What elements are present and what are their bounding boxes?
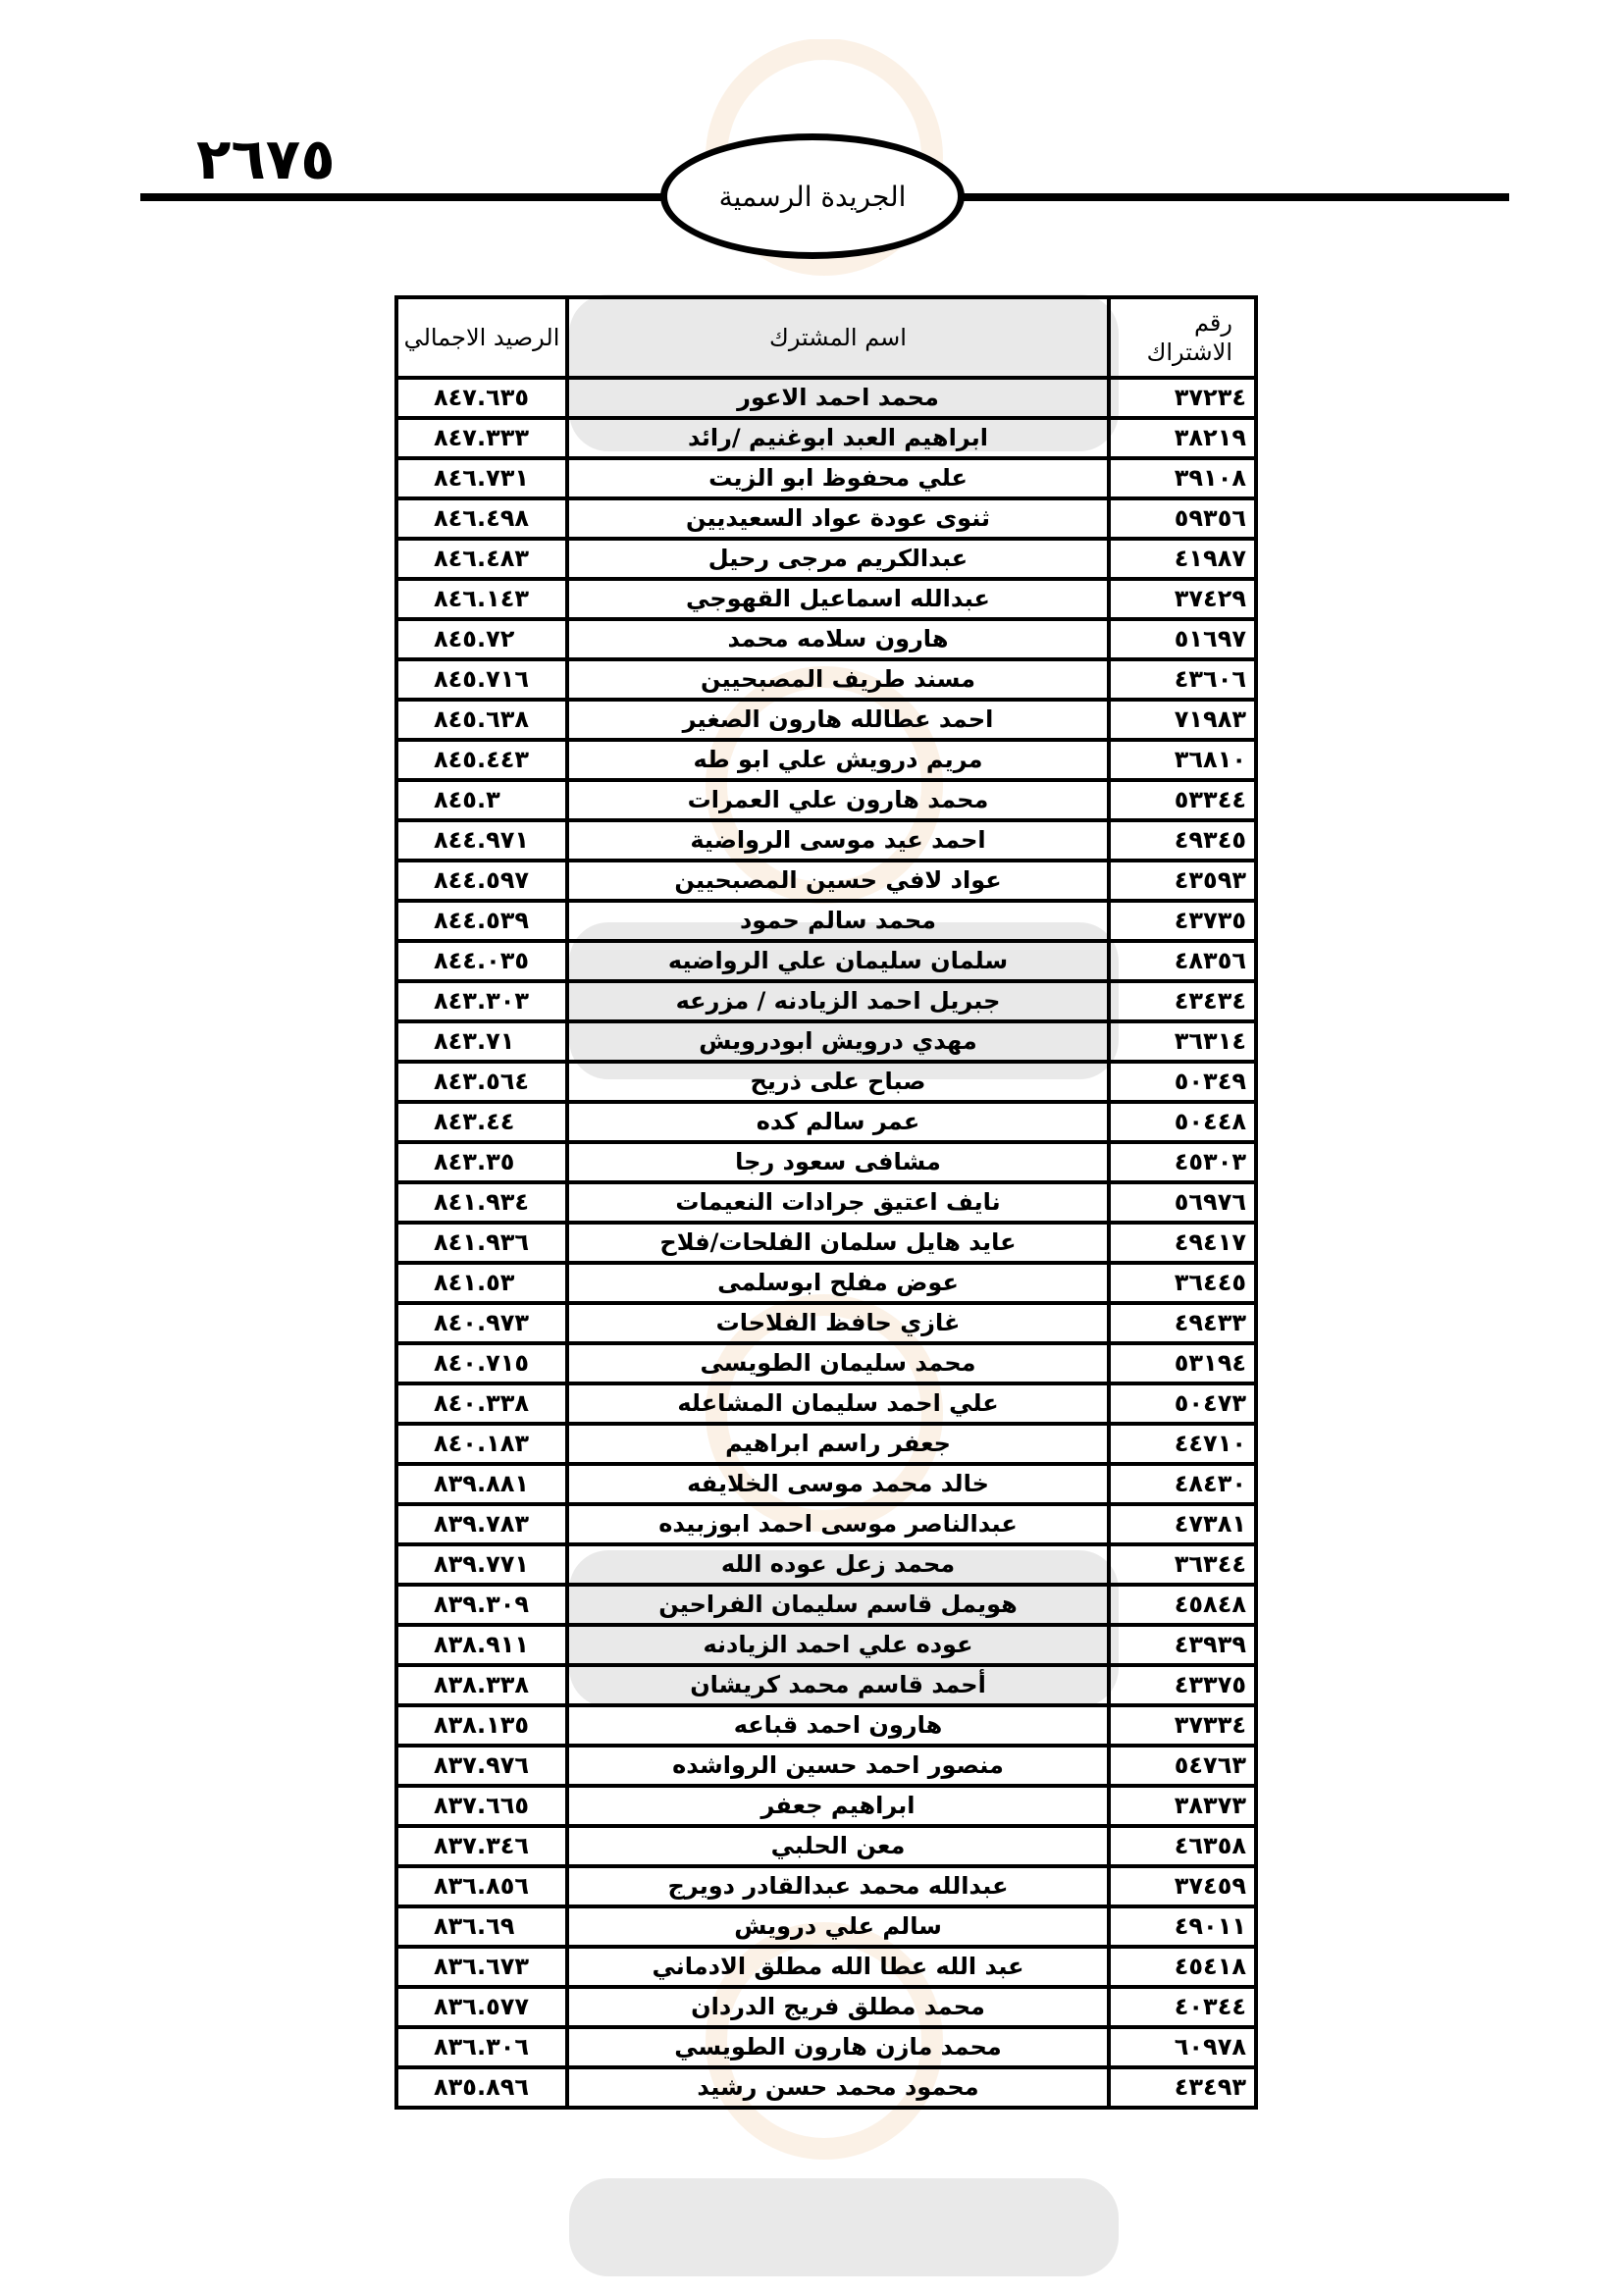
subscription-number-cell: ٤٣٤٩٣ — [1109, 2067, 1256, 2108]
subscriber-name-cell: محمد هارون علي العمرات — [567, 780, 1109, 820]
subscriber-name-cell: محمود محمد حسن رشيد — [567, 2067, 1109, 2108]
table-row — [396, 1343, 1256, 1383]
table-row — [396, 1947, 1256, 1987]
subscriber-name-cell: محمد مطلق فريج الدردان — [567, 1987, 1109, 2027]
total-balance-cell: ٨٤٥.٧١٦ — [396, 659, 567, 700]
subscriber-name-cell: احمد عيد موسى الرواضية — [567, 820, 1109, 861]
total-balance-cell: ٨٤٠.٧١٥ — [396, 1343, 567, 1383]
subscriber-name-cell: محمد مازن هارون الطويسي — [567, 2027, 1109, 2067]
total-balance-cell: ٨٤٧.٦٣٥ — [396, 378, 567, 418]
subscriber-name-cell: محمد زعل عوده الله — [567, 1544, 1109, 1585]
table-row — [396, 1182, 1256, 1223]
subscriber-name-cell: خالد محمد موسى الخلايفه — [567, 1464, 1109, 1504]
header-subscriber-name: اسم المشترك — [567, 297, 1109, 378]
page-number: ٢٦٧٥ — [196, 126, 336, 192]
subscription-number-cell: ٤٩٠١١ — [1109, 1906, 1256, 1947]
table-row — [396, 941, 1256, 981]
subscription-number-cell: ٣٧٢٣٤ — [1109, 378, 1256, 418]
table-row — [396, 1826, 1256, 1866]
subscriber-name-cell: ابراهيم جعفر — [567, 1786, 1109, 1826]
subscriber-name-cell: هارون سلامه محمد — [567, 619, 1109, 659]
total-balance-cell: ٨٤١.٩٣٤ — [396, 1182, 567, 1223]
header-subscription-number: رقم الاشتراك — [1109, 297, 1256, 378]
total-balance-cell: ٨٣٧.٣٤٦ — [396, 1826, 567, 1866]
subscription-number-cell: ٤٣٤٣٤ — [1109, 981, 1256, 1021]
table-row — [396, 1424, 1256, 1464]
header-total-balance: الرصيد الاجمالي — [396, 297, 567, 378]
subscription-number-cell: ٣٦٨١٠ — [1109, 740, 1256, 780]
subscription-number-cell: ٤٩٤٣٣ — [1109, 1303, 1256, 1343]
total-balance-cell: ٨٣٦.٦٧٣ — [396, 1947, 567, 1987]
subscription-number-cell: ٥٠٤٤٨ — [1109, 1102, 1256, 1142]
subscription-number-cell: ٣٨٣٧٣ — [1109, 1786, 1256, 1826]
subscription-number-cell: ٣٧٣٣٤ — [1109, 1705, 1256, 1746]
table-row — [396, 458, 1256, 498]
subscription-number-cell: ٥٦٩٧٦ — [1109, 1182, 1256, 1223]
subscriber-name-cell: عواد لافي حسين المصبحيين — [567, 861, 1109, 901]
subscriber-name-cell: عبدالناصر موسى احمد ابوزبيده — [567, 1504, 1109, 1544]
subscription-number-cell: ٤٤٧١٠ — [1109, 1424, 1256, 1464]
table-header-row — [396, 297, 1256, 378]
table-row — [396, 1746, 1256, 1786]
table-row — [396, 700, 1256, 740]
table-row — [396, 579, 1256, 619]
table-row — [396, 780, 1256, 820]
table-row — [396, 1464, 1256, 1504]
total-balance-cell: ٨٤١.٥٣ — [396, 1263, 567, 1303]
table-row — [396, 1303, 1256, 1343]
total-balance-cell: ٨٤٥.٣ — [396, 780, 567, 820]
total-balance-cell: ٨٣٧.٩٧٦ — [396, 1746, 567, 1786]
table-row — [396, 1021, 1256, 1062]
total-balance-cell: ٨٤٦.٤٩٨ — [396, 498, 567, 539]
subscriber-name-cell: احمد عطالله هارون الصغير — [567, 700, 1109, 740]
total-balance-cell: ٨٤٤.٩٧١ — [396, 820, 567, 861]
table-row — [396, 619, 1256, 659]
total-balance-cell: ٨٤١.٩٣٦ — [396, 1223, 567, 1263]
total-balance-cell: ٨٤٠.١٨٣ — [396, 1424, 567, 1464]
total-balance-cell: ٨٣٧.٦٦٥ — [396, 1786, 567, 1826]
total-balance-cell: ٨٣٦.٣٠٦ — [396, 2027, 567, 2067]
table-row — [396, 1263, 1256, 1303]
table-row — [396, 1866, 1256, 1906]
subscription-number-cell: ٥٠٣٤٩ — [1109, 1062, 1256, 1102]
table-row — [396, 2027, 1256, 2067]
gazette-title-oval — [660, 133, 965, 259]
total-balance-cell: ٨٤٣.٣٥ — [396, 1142, 567, 1182]
total-balance-cell: ٨٤٠.٣٣٨ — [396, 1383, 567, 1424]
subscription-number-cell: ٤٣٩٣٩ — [1109, 1625, 1256, 1665]
table-row — [396, 1987, 1256, 2027]
subscription-number-cell: ٣٨٢١٩ — [1109, 418, 1256, 458]
subscription-number-cell: ٤٨٤٣٠ — [1109, 1464, 1256, 1504]
total-balance-cell: ٨٣٦.٦٩ — [396, 1906, 567, 1947]
subscription-number-cell: ٤١٩٨٧ — [1109, 539, 1256, 579]
subscription-number-cell: ٥١٦٩٧ — [1109, 619, 1256, 659]
table-row — [396, 740, 1256, 780]
subscriber-name-cell: مهدي درويش ابودرويش — [567, 1021, 1109, 1062]
subscriber-name-cell: عوده علي احمد الزيادنه — [567, 1625, 1109, 1665]
subscription-number-cell: ٤٣٣٧٥ — [1109, 1665, 1256, 1705]
subscription-number-cell: ٥٤٧٦٣ — [1109, 1746, 1256, 1786]
subscriber-name-cell: مسند طريف المصبحيين — [567, 659, 1109, 700]
table-row — [396, 539, 1256, 579]
subscription-number-cell: ٥٠٤٧٣ — [1109, 1383, 1256, 1424]
subscriber-name-cell: سالم علي درويش — [567, 1906, 1109, 1947]
subscription-number-cell: ٣٩١٠٨ — [1109, 458, 1256, 498]
subscriber-name-cell: جبريل احمد الزيادنه / مزرعه — [567, 981, 1109, 1021]
subscription-number-cell: ٤٩٤١٧ — [1109, 1223, 1256, 1263]
subscriber-name-cell: عبدالله اسماعيل القهوجي — [567, 579, 1109, 619]
subscriber-name-cell: محمد سالم حمود — [567, 901, 1109, 941]
table-row — [396, 1906, 1256, 1947]
subscriber-name-cell: غازي حافظ الفلاحات — [567, 1303, 1109, 1343]
subscription-number-cell: ٤٥٣٠٣ — [1109, 1142, 1256, 1182]
subscriber-name-cell: مريم درويش علي ابو طه — [567, 740, 1109, 780]
subscriber-name-cell: نايف اعتيق جرادات النعيمات — [567, 1182, 1109, 1223]
subscription-number-cell: ٦٠٩٧٨ — [1109, 2027, 1256, 2067]
subscriber-name-cell: علي محفوظ ابو الزيت — [567, 458, 1109, 498]
subscriber-name-cell: محمد احمد الاعور — [567, 378, 1109, 418]
subscriber-name-cell: محمد سليمان الطويسى — [567, 1343, 1109, 1383]
subscription-number-cell: ٥٣١٩٤ — [1109, 1343, 1256, 1383]
subscription-number-cell: ٤٦٣٥٨ — [1109, 1826, 1256, 1866]
total-balance-cell: ٨٤٦.٤٨٣ — [396, 539, 567, 579]
total-balance-cell: ٨٤٣.٧١ — [396, 1021, 567, 1062]
subscriber-name-cell: هارون احمد قباعه — [567, 1705, 1109, 1746]
total-balance-cell: ٨٤٤.٥٩٧ — [396, 861, 567, 901]
total-balance-cell: ٨٣٨.٣٣٨ — [396, 1665, 567, 1705]
subscription-number-cell: ٣٦٣١٤ — [1109, 1021, 1256, 1062]
subscriber-name-cell: عبد الله عطا الله مطلق الادماني — [567, 1947, 1109, 1987]
table-row — [396, 861, 1256, 901]
total-balance-cell: ٨٤٠.٩٧٣ — [396, 1303, 567, 1343]
subscription-number-cell: ٤٥٤١٨ — [1109, 1947, 1256, 1987]
table-row — [396, 498, 1256, 539]
subscription-number-cell: ٥٩٣٥٦ — [1109, 498, 1256, 539]
table-row — [396, 981, 1256, 1021]
subscriber-name-cell: صباح على ذريح — [567, 1062, 1109, 1102]
subscription-number-cell: ٤٧٣٨١ — [1109, 1504, 1256, 1544]
subscriber-name-cell: هويمل قاسم سليمان الفراحين — [567, 1585, 1109, 1625]
subscription-number-cell: ٣٧٤٥٩ — [1109, 1866, 1256, 1906]
total-balance-cell: ٨٣٦.٨٥٦ — [396, 1866, 567, 1906]
subscriber-name-cell: معن الحلبي — [567, 1826, 1109, 1866]
table-row — [396, 1504, 1256, 1544]
total-balance-cell: ٨٣٨.٩١١ — [396, 1625, 567, 1665]
subscriber-name-cell: جعفر راسم ابراهيم — [567, 1424, 1109, 1464]
table-row — [396, 418, 1256, 458]
subscriber-name-cell: عبدالله محمد عبدالقادر دويرج — [567, 1866, 1109, 1906]
total-balance-cell: ٨٤٦.١٤٣ — [396, 579, 567, 619]
total-balance-cell: ٨٤٦.٧٣١ — [396, 458, 567, 498]
total-balance-cell: ٨٣٨.١٣٥ — [396, 1705, 567, 1746]
subscription-number-cell: ٣٦٤٤٥ — [1109, 1263, 1256, 1303]
subscription-number-cell: ٣٧٤٢٩ — [1109, 579, 1256, 619]
total-balance-cell: ٨٤٣.٤٤ — [396, 1102, 567, 1142]
subscription-number-cell: ٤٣٥٩٣ — [1109, 861, 1256, 901]
subscriber-name-cell: عبدالكريم مرجى رحيل — [567, 539, 1109, 579]
total-balance-cell: ٨٤٥.٤٤٣ — [396, 740, 567, 780]
total-balance-cell: ٨٤٤.٥٣٩ — [396, 901, 567, 941]
subscriber-name-cell: عمر سالم كده — [567, 1102, 1109, 1142]
subscription-number-cell: ٤٩٣٤٥ — [1109, 820, 1256, 861]
total-balance-cell: ٨٤٣.٥٦٤ — [396, 1062, 567, 1102]
subscriber-name-cell: ثنوى عودة عواد السعيديين — [567, 498, 1109, 539]
table-row — [396, 2067, 1256, 2108]
subscription-number-cell: ٤٣٦٠٦ — [1109, 659, 1256, 700]
total-balance-cell: ٨٤٤.٠٣٥ — [396, 941, 567, 981]
subscription-number-cell: ٥٣٣٤٤ — [1109, 780, 1256, 820]
subscriber-name-cell: سلمان سليمان علي الرواضيه — [567, 941, 1109, 981]
total-balance-cell: ٨٣٩.٣٠٩ — [396, 1585, 567, 1625]
total-balance-cell: ٨٤٧.٣٣٣ — [396, 418, 567, 458]
table-row — [396, 1142, 1256, 1182]
total-balance-cell: ٨٤٥.٦٣٨ — [396, 700, 567, 740]
subscriber-name-cell: عوض مفلح ابوسلمى — [567, 1263, 1109, 1303]
subscriber-name-cell: أحمد قاسم محمد كريشان — [567, 1665, 1109, 1705]
table-row — [396, 1102, 1256, 1142]
subscriber-name-cell: مشافى سعود رجا — [567, 1142, 1109, 1182]
gazette-title: الجريدة الرسمية — [718, 180, 907, 213]
subscriber-name-cell: منصور احمد حسين الرواشده — [567, 1746, 1109, 1786]
total-balance-cell: ٨٤٣.٣٠٣ — [396, 981, 567, 1021]
table-row — [396, 1223, 1256, 1263]
table-row — [396, 1705, 1256, 1746]
subscription-number-cell: ٤٨٣٥٦ — [1109, 941, 1256, 981]
table-row — [396, 1585, 1256, 1625]
table-body — [396, 378, 1256, 2108]
subscription-number-cell: ٤٥٨٤٨ — [1109, 1585, 1256, 1625]
table-row — [396, 1062, 1256, 1102]
table-row — [396, 901, 1256, 941]
subscription-number-cell: ٧١٩٨٣ — [1109, 700, 1256, 740]
total-balance-cell: ٨٤٥.٧٢ — [396, 619, 567, 659]
subscription-number-cell: ٣٦٣٤٤ — [1109, 1544, 1256, 1585]
total-balance-cell: ٨٣٩.٧٨٣ — [396, 1504, 567, 1544]
table-row — [396, 378, 1256, 418]
total-balance-cell: ٨٣٩.٧٧١ — [396, 1544, 567, 1585]
table-row — [396, 820, 1256, 861]
table-row — [396, 1786, 1256, 1826]
table-row — [396, 1665, 1256, 1705]
total-balance-cell: ٨٣٩.٨٨١ — [396, 1464, 567, 1504]
subscriber-name-cell: عايد هايل سلمان الفلحات/فلاح — [567, 1223, 1109, 1263]
subscription-number-cell: ٤٣٧٣٥ — [1109, 901, 1256, 941]
total-balance-cell: ٨٣٥.٨٩٦ — [396, 2067, 567, 2108]
subscriber-name-cell: علي احمد سليمان المشاعله — [567, 1383, 1109, 1424]
table-row — [396, 1544, 1256, 1585]
table-row — [396, 1625, 1256, 1665]
total-balance-cell: ٨٣٦.٥٧٧ — [396, 1987, 567, 2027]
subscriber-name-cell: ابراهيم العبد ابوغنيم /رائد — [567, 418, 1109, 458]
subscribers-table — [394, 295, 1258, 2110]
table-row — [396, 1383, 1256, 1424]
subscription-number-cell: ٤٠٣٤٤ — [1109, 1987, 1256, 2027]
table-row — [396, 659, 1256, 700]
